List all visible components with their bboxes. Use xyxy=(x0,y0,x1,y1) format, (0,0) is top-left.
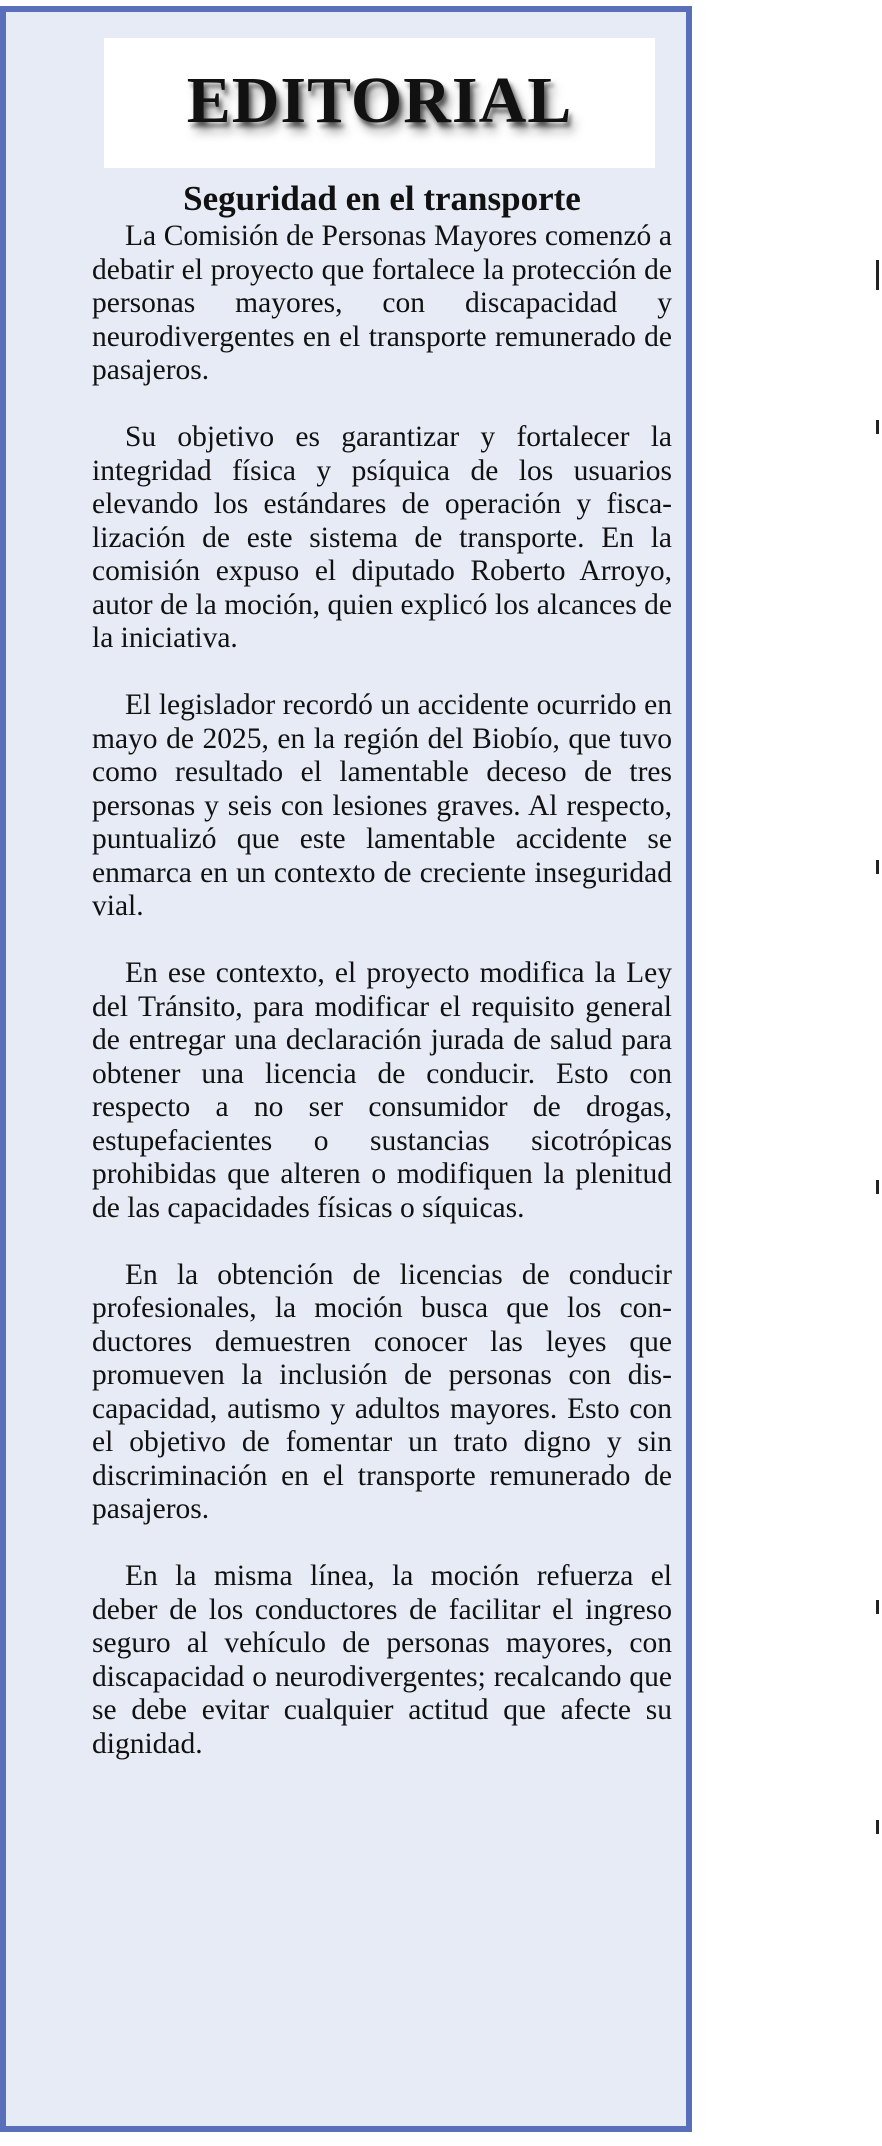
masthead-title: EDITORIAL xyxy=(186,64,573,137)
edge-glyph-fragment xyxy=(876,1820,879,1834)
article-paragraph-1: La Comisión de Personas Mayores comenzó a debatir el proyecto que fortalece la protección de personas mayores, con discapacidad y neurodivergentes en el transporte remunerado de pasajeros. xyxy=(92,220,672,386)
edge-glyph-fragment xyxy=(876,260,879,290)
adjacent-column-edge xyxy=(800,220,882,1980)
article-paragraph-4: En ese contexto, el proyecto modifica la Ley del Tránsito, para modificar el requisito general de entregar una declaración jurada de salud para obtener una licencia de conducir. Esto con respecto a no ser consumidor de drogas, estupefacientes o sustancias sicotrópicas prohibidas que alteren o modifiquen la plenitud de las capacidades físicas o síquicas. xyxy=(92,957,672,1224)
article-body xyxy=(92,220,672,1761)
edge-glyph-fragment xyxy=(876,860,879,874)
article-paragraph-2: Su objetivo es garantizar y fortalecer la integridad física y psíquica de los usuarios elevando los estándares de operación y fiscalización de este sistema de transporte. En la comisión expuso el diputado Roberto Arroyo, autor de la moción, quien explicó los alcances de la iniciativa. xyxy=(92,421,672,654)
article-headline: Seguridad en el transporte xyxy=(183,179,581,218)
article-paragraph-5: En la obtención de licencias de conducir profesionales, la moción busca que los conductores demuestren conocer las leyes que promueven la inclusión de personas con discapacidad, autismo y adultos mayores. Esto con el objetivo de fomentar un trato digno y sin discriminación en el transporte remunerado de pasajeros. xyxy=(92,1258,672,1525)
edge-glyph-fragment xyxy=(876,420,879,434)
masthead-box xyxy=(104,38,655,168)
article-paragraph-6: En la misma línea, la moción refuerza el deber de los conductores de facilitar el ingreso seguro al vehículo de personas mayores, con discapacidad o neurodivergentes; recalcando que se debe evitar cualquier actitud que afecte su dignidad. xyxy=(92,1560,672,1760)
edge-glyph-fragment xyxy=(876,1180,879,1194)
edge-glyph-fragment xyxy=(876,1600,879,1614)
article-paragraph-3: El legislador recordó un accidente ocurrido en mayo de 2025, en la región del Biobío, que tuvo como resultado el lamentable deceso de tres personas y seis con lesiones graves. Al respecto, puntualizó que este lamentable accidente se enmarca en un contexto de creciente inseguridad vial. xyxy=(92,689,672,922)
